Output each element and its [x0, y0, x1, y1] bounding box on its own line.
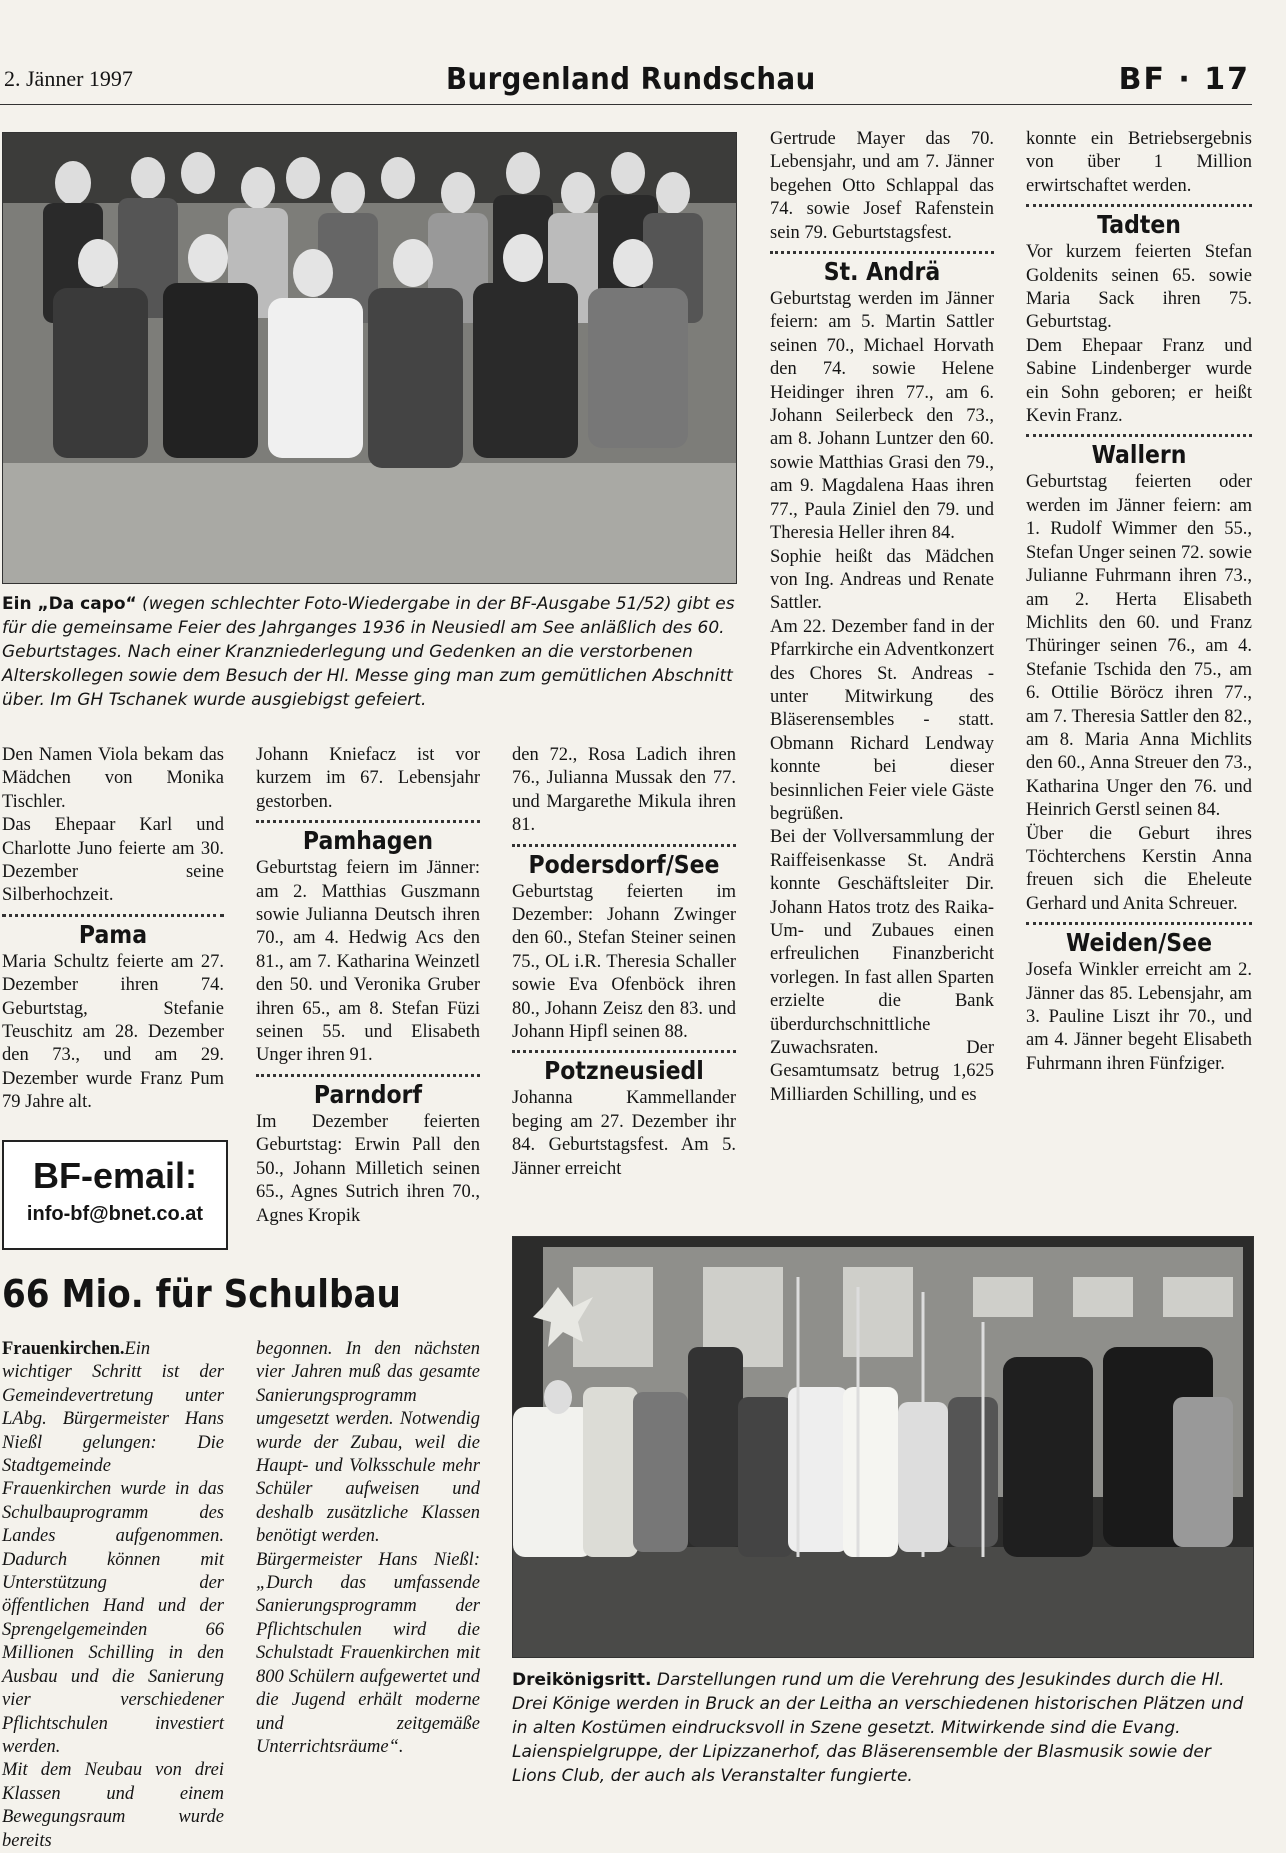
schulbau-column-b	[256, 1338, 480, 1759]
col2-paragraph-1: Johann Kniefacz ist vor kurzem im 67. Lebensjahr gestorben.	[256, 745, 480, 812]
heading-potzneusiedl: Potzneusiedl	[544, 1056, 704, 1086]
column-1	[2, 744, 224, 1115]
dotted-separator	[1026, 434, 1252, 437]
schulbau-text-a: Ein wichtiger Schritt ist der Gemeindevertretung unter LAbg. Bürgermeister Hans Nießl gelungen: Die Stadtgemeinde Frauenkirchen wurde in das Schulbauprogramm des Landes aufgenommen. Dadurch können mit Unterstützung der öffentlichen Hand und der Sprengelgemeinden 66 Millionen Schilling in den Ausbau und die Sanierung vier verschiedener Pflichtschulen investiert werden.	[2, 1339, 224, 1757]
schulbau-paragraph-1	[2, 1338, 224, 1759]
heading-tadten: Tadten	[1097, 210, 1181, 240]
dotted-separator	[256, 1074, 480, 1077]
dotted-separator	[1026, 922, 1252, 925]
schulbau-place: Frauenkirchen.	[2, 1339, 125, 1359]
group-photo-caption-lead: Ein „Da capo“	[2, 594, 137, 614]
col4-paragraph-1: Gertrude Mayer das 70. Lebensjahr, und am 7. Jänner begehen Otto Schlappal das 74. sowie Josef Rafenstein sein 79. Geburtstagsfest.	[770, 129, 994, 243]
schulbau-column-a	[2, 1338, 224, 1853]
col5-paragraph-6: Josefa Winkler erreicht am 2. Jänner das 85. Lebensjahr, am 3. Pauline Liszt ihr 70., und am 4. Jänner begeht Elisabeth Fuhrmann ihren Fünfziger.	[1026, 960, 1252, 1074]
header-rule	[0, 104, 1252, 105]
column-5	[1026, 128, 1252, 1076]
dreikoenigsritt-caption-text: Darstellungen rund um die Verehrung des Jesukindes durch die Hl. Drei Könige werden in Bruck an der Leitha an verschiedenen historischen Plätzen und in alten Kostümen eindrucksvoll in Szene gesetzt. Mitwirkende sind die Evang. Laienspielgruppe, der Lipizzanerhof, das Bläserensemble der Blasmusik sowie der Lions Club, der auch als Veranstalter fungierte.	[512, 1670, 1244, 1786]
email-info-box	[2, 1140, 228, 1250]
group-photo-image	[3, 133, 736, 583]
col1-paragraph-3: Maria Schultz feierte am 27. Dezember ihren 74. Geburtstag, Stefanie Teuschitz am 28. Dezember den 73., und am 29. Dezember wurde Franz Pum 79 Jahre alt.	[2, 951, 224, 1113]
dreikoenigsritt-caption	[512, 1668, 1256, 1788]
col5-paragraph-5: Über die Geburt ihres Töchterchens Kerstin Anna freuen sich die Eheleute Gerhard und Anita Schreuer.	[1026, 823, 1252, 914]
newspaper-section-title: Burgenland Rundschau	[446, 62, 816, 97]
email-box-title: BF-email:	[32, 1155, 198, 1196]
col3-paragraph-1: den 72., Rosa Ladich ihren 76., Julianna Mussak den 77. und Margarethe Mikula ihren 81.	[512, 745, 736, 836]
page-number: BF · 17	[1118, 62, 1250, 97]
heading-pamhagen: Pamhagen	[302, 826, 434, 856]
schulbau-paragraph-3: begonnen. In den nächsten vier Jahren muß das gesamte Sanierungsprogramm umgesetzt werden. Notwendig wurde der Zubau, weil die Haupt- und Volksschule mehr Schüler aufweisen und deshalb zusätzliche Klassen benötigt werden.	[256, 1339, 480, 1547]
col3-paragraph-2: Geburtstag feierten im Dezember: Johann Zwinger den 60., Stefan Steiner seinen 75., OL i.R. Theresia Schaller sowie Eva Ofenböck ihren 80., Johann Zeisz den 83. und Johann Hipfl seinen 88.	[512, 881, 736, 1043]
dotted-separator	[512, 1050, 736, 1053]
heading-wallern: Wallern	[1091, 440, 1187, 470]
dreikoenigsritt-photo-image	[513, 1237, 1253, 1657]
issue-date: 2. Jänner 1997	[4, 66, 133, 91]
email-address-link[interactable]: info-bf@bnet.co.at	[26, 1203, 204, 1225]
schulbau-paragraph-2: Mit dem Neubau von drei Klassen und einem Bewegungsraum wurde bereits	[2, 1760, 224, 1851]
heading-podersdorf: Podersdorf/See	[528, 849, 720, 879]
column-4	[770, 128, 994, 1107]
heading-parndorf: Parndorf	[313, 1079, 423, 1109]
column-3	[512, 744, 736, 1181]
heading-st-andrae: St. Andrä	[823, 257, 941, 287]
column-2	[256, 744, 480, 1228]
dreikoenigsritt-caption-lead: Dreikönigsritt.	[512, 1670, 652, 1690]
col2-paragraph-2: Geburtstag feiern im Jänner: am 2. Matthias Guszmann sowie Julianna Deutsch ihren 70., am 4. Hedwig Acs den 81., am 7. Katharina Weinzetl den 50. und Veronika Gruber ihren 65., am 8. Stefan Füzi seinen 55. und Elisabeth Unger ihren 91.	[256, 858, 480, 1066]
dreikoenigsritt-photo	[512, 1236, 1254, 1658]
col1-paragraph-2: Das Ehepaar Karl und Charlotte Juno feierte am 30. Dezember seine Silberhochzeit.	[2, 815, 224, 906]
col4-paragraph-2: Geburtstag werden im Jänner feiern: am 5. Martin Sattler seinen 70., Michael Horvath den 74. sowie Helene Heidinger ihren 77., am 6. Johann Seilerbeck den 73., am 8. Johann Luntzer den 60. sowie Matthias Grasi den 79., am 9. Magdalena Haas ihren 77., Paula Ziniel den 79. und Theresia Heller ihren 84.	[770, 289, 994, 544]
schulbau-headline: 66 Mio. für Schulbau	[2, 1272, 401, 1316]
group-photo	[2, 132, 737, 584]
dotted-separator	[256, 820, 480, 823]
group-photo-caption-text: (wegen schlechter Foto-Wiedergabe in der BF-Ausgabe 51/52) gibt es für die gemeinsame Feier des Jahrganges 1936 in Neusiedl am See anläßlich des 60. Geburtstages. Nach einer Kranzniederlegung und Gedenken an die verstorbenen Alterskollegen sowie dem Besuch der Hl. Messe ging man zum gemütlichen Abschnitt über. Im GH Tschanek wurde ausgiebigst gefeiert.	[2, 594, 735, 710]
col4-paragraph-4: Am 22. Dezember fand in der Pfarrkirche ein Adventkonzert des Chores St. Andreas - unter Mitwirkung des Bläserensembles - statt. Obmann Richard Lendway konnte bei dieser besinnlichen Feier viele Gäste begrüßen.	[770, 616, 994, 824]
col5-paragraph-3: Dem Ehepaar Franz und Sabine Lindenberger wurde ein Sohn geboren; er heißt Kevin Franz.	[1026, 335, 1252, 427]
dotted-separator	[2, 914, 224, 917]
group-photo-caption	[2, 592, 742, 712]
col4-paragraph-3: Sophie heißt das Mädchen von Ing. Andreas und Renate Sattler.	[770, 546, 994, 614]
col5-paragraph-2: Vor kurzem feierten Stefan Goldenits seinen 65. sowie Maria Sack ihren 75. Geburtstag.	[1026, 242, 1252, 333]
col5-paragraph-4: Geburtstag feierten oder werden im Jänner feiern: am 1. Rudolf Wimmer den 55., Stefan Unger seinen 72. sowie Julianne Fuhrmann ihren 73., am 2. Herta Elisabeth Michlits den 60. und Franz Thüringer seinen 76., am 4. Stefanie Tschida den 75., am 6. Ottilie Böröcz ihren 77., am 7. Theresia Sattler den 82., am 8. Maria Anna Michlits den 60., Anna Streuer den 73., Katharina Unger den 76. und Heinrich Gerstl seinen 84.	[1026, 472, 1252, 821]
dotted-separator	[770, 251, 994, 254]
col4-paragraph-5: Bei der Vollversammlung der Raiffeisenkasse St. Andrä konnte Geschäftsleiter Dir. Johann Hatos trotz des Raika-Um- und Zubaues einen erfreulichen Finanzbericht vorlegen. In fast allen Sparten erzielte die Bank überdurchschnittliche Zuwachsraten. Der Gesamtumsatz betrug 1,625 Milliarden Schilling, und es	[770, 827, 994, 1105]
col5-paragraph-1: konnte ein Betriebsergebnis von über 1 Million erwirtschaftet werden.	[1026, 129, 1252, 196]
col2-paragraph-3: Im Dezember feierten Geburtstag: Erwin Pall den 50., Johann Milletich seinen 65., Agnes Sutrich ihren 70., Agnes Kropik	[256, 1111, 480, 1226]
col1-paragraph-1: Den Namen Viola bekam das Mädchen von Monika Tischler.	[2, 745, 224, 812]
dotted-separator	[512, 844, 736, 847]
schulbau-paragraph-4: Bürgermeister Hans Nießl: „Durch das umfassende Sanierungsprogramm der Pflichtschulen wird die Schulstadt Frauenkirchen mit 800 Schülern aufgewertet und die Jugend erhält moderne und zeitgemäße Unterrichtsräume“.	[256, 1549, 480, 1757]
dotted-separator	[1026, 204, 1252, 207]
col3-paragraph-3: Johanna Kammellander beging am 27. Dezember ihr 84. Geburtstagsfest. Am 5. Jänner erreicht	[512, 1088, 736, 1179]
heading-pama: Pama	[78, 919, 148, 949]
heading-weiden: Weiden/See	[1066, 928, 1212, 958]
